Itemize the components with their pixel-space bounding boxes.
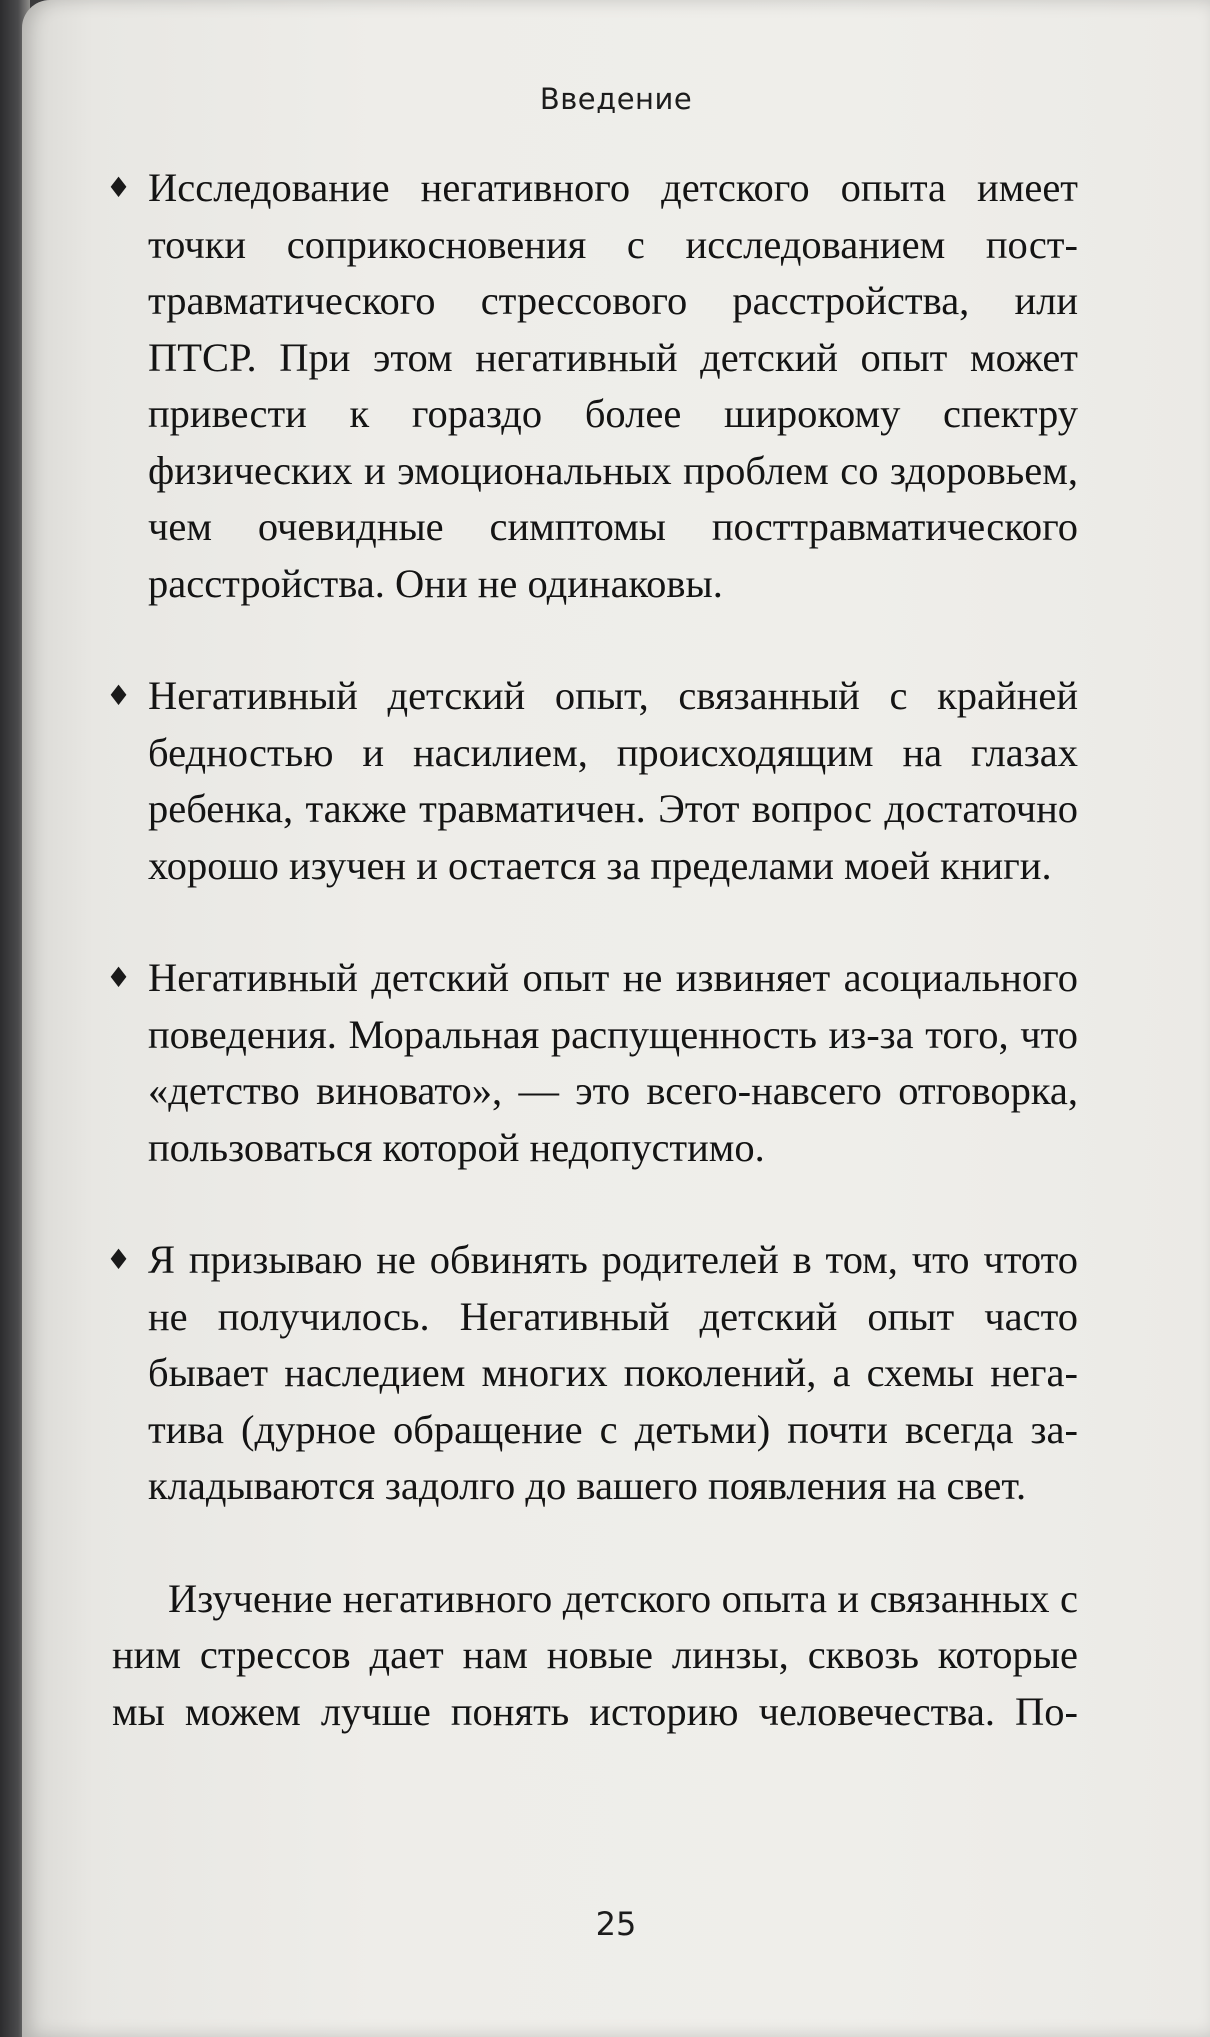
bullet-text: Я призываю не обвинять родителей в том, что чтото не получилось. Негативный детский опыт часто бывает наследием многих поколений, а схемы негатива (дурное обращение с детьми) почти всегда закладываются задолго до вашего появления на свет. [148, 1237, 1078, 1508]
bullet-item [106, 950, 1078, 1176]
running-head: Введение [539, 82, 693, 116]
bullet-item [106, 160, 1078, 612]
page-body [106, 160, 1078, 1740]
body-paragraph: Изучение негативного детского опыта и связанных с ним стрессов дает нам новые линзы, сквозь которые мы можем лучше понять историю человечества. По- [112, 1575, 1078, 1734]
diamond-bullet-icon: ♦ [106, 1243, 132, 1276]
diamond-bullet-icon: ♦ [106, 171, 132, 204]
page-number: 25 [595, 1905, 637, 1943]
bullet-item [106, 1232, 1078, 1515]
bullet-text: Негативный детский опыт, связанный с крайней бедностью и насилием, происходящим на глазах ребенка, также травматичен. Этот вопрос достаточно хорошо изучен и остается за пределами моей книги. [148, 673, 1078, 888]
bullet-item [106, 668, 1078, 894]
bullet-text: Негативный детский опыт не извиняет асоциального поведения. Моральная распущенность из-за того, что «детство виновато», — это всего-навсего отговорка, пользоваться которой недопустимо. [148, 955, 1078, 1170]
bullet-text: Исследование негативного детского опыта имеет точки соприкосновения с исследованием посттравматического стрессового расстройства, или ПТСР. При этом негативный детский опыт может привести к гораздо более широкому спектру физических и эмоциональных проблем со здоровьем, чем очевидные симптомы посттравматического расстройства. Они не одинаковы. [148, 165, 1078, 606]
book-page [22, 0, 1210, 2037]
diamond-bullet-icon: ♦ [106, 679, 132, 712]
diamond-bullet-icon: ♦ [106, 961, 132, 994]
